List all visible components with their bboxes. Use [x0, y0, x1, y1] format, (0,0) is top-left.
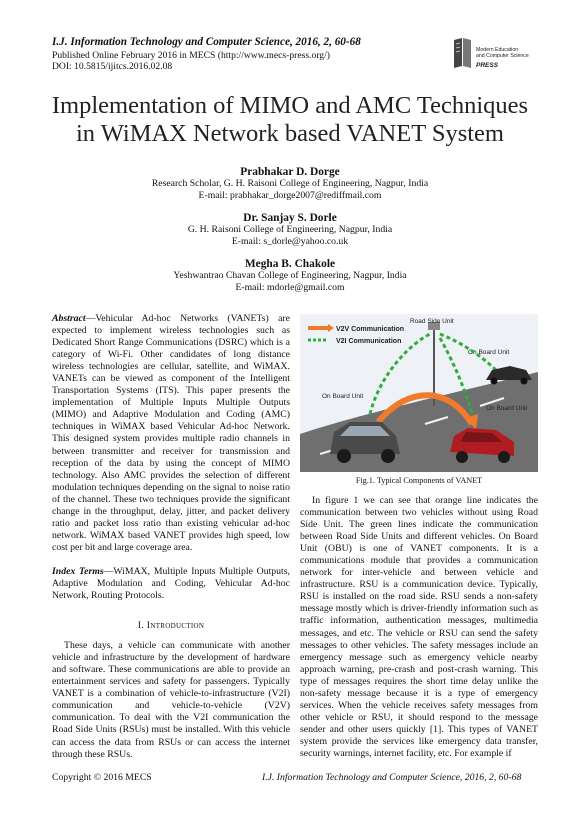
author-block-3	[0, 258, 580, 294]
vanet-diagram	[300, 314, 538, 472]
section-heading-introduction: I. Introduction	[137, 620, 205, 632]
logo-press: PRESS	[476, 62, 499, 69]
figure-vanet	[300, 314, 538, 472]
label-rsu: Road Side Unit	[410, 318, 454, 325]
legend-v2v-label: V2V Communication	[336, 326, 405, 333]
journal-header: I.J. Information Technology and Computer Science, 2016, 2, 60-68	[52, 36, 361, 48]
left-column	[52, 313, 290, 761]
title-line-2: in WiMAX Network based VANET System	[76, 120, 504, 147]
logo-line-1: Modern Education	[476, 47, 519, 53]
index-terms	[52, 566, 290, 602]
mecs-logo	[452, 36, 542, 76]
author-affiliation: Yeshwantrao Chavan College of Engineering, Nagpur, India	[173, 270, 407, 281]
footer-journal: I.J. Information Technology and Computer Science, 2016, 2, 60-68	[262, 772, 522, 783]
label-obu-right: On Board Unit	[486, 405, 528, 412]
author-name: Prabhakar D. Dorge	[240, 166, 340, 178]
author-email: E-mail: mdorle@gmail.com	[235, 282, 345, 293]
author-email: E-mail: prabhakar_dorge2007@rediffmail.com	[198, 190, 382, 201]
author-affiliation: Research Scholar, G. H. Raisoni College of Engineering, Nagpur, India	[151, 178, 429, 189]
doi-line: DOI: 10.5815/ijitcs.2016.02.08	[52, 61, 173, 72]
figure-caption: Fig.1. Typical Components of VANET	[355, 476, 483, 485]
mecs-book-icon	[452, 36, 474, 70]
footer-copyright: Copyright © 2016 MECS	[52, 772, 152, 783]
author-name: Megha B. Chakole	[244, 258, 336, 270]
introduction-text: These days, a vehicle can communicate with another vehicle and infrastructure by the development of hardware and software. These communications are able to provide an entertainment services and safety for passengers. Typically VANET is a combination of vehicle-to-infrastructure (V2I) communication and vehicle-to-vehicle (V2V) communication. To deal with the V2I communication the Road Side Units (RSUs) must be installed. With this vehicle can access the data from RSUs or can access the internet through these RSUs.	[52, 640, 290, 760]
author-block-1	[0, 166, 580, 202]
author-email: E-mail: s_dorle@yahoo.co.uk	[231, 236, 349, 247]
abstract	[52, 313, 290, 554]
author-affiliation: G. H. Raisoni College of Engineering, Nagpur, India	[187, 224, 393, 235]
legend-v2i-label: V2I Communication	[336, 338, 402, 345]
title-line-1: Implementation of MIMO and AMC Techniques	[51, 92, 529, 119]
author-block-2	[0, 212, 580, 248]
logo-line-2: and Computer Science	[476, 53, 529, 59]
index-terms-label: Index Terms	[52, 565, 104, 577]
paper-title	[0, 92, 580, 148]
label-obu-left: On Board Unit	[322, 393, 364, 400]
right-column	[300, 495, 538, 760]
abstract-label: Abstract	[52, 313, 86, 324]
published-line: Published Online February 2016 in MECS (http://www.mecs-press.org/)	[52, 50, 330, 61]
abstract-text: —Vehicular Ad-hoc Networks (VANETs) are expected to implement wireless technologies such as Dedicated Short Range Communications (DSRC) which is a category of Wi-Fi. Other candidates of long distance wireless technologies are cellular, satellite, and WiMAX. VANETs can be viewed as component of the Intelligent Transportation Systems (ITS). This paper presents the implementation of Multiple Inputs Multiple Outputs (MIMO) and Adaptive Modulation and Coding (AMC) techniques in WiMAX based Vehicular Ad-hoc Network. This designed system provides multiple radio channels in between transmitter and receiver for transmission and reception of the data by using the concept of MIMO technology. Also AMC provides the selection of different modulation techniques depending on the signal to noise ratio of the channel. These two techniques provide the significant change in the throughput, delay, jitter, and packet delivery ratio and packet loss ratio than existing vehicular ad-hoc network. WiMAX based VANET provides high speed, low cost per bit and large coverage area.	[52, 313, 290, 553]
index-terms-text: —WiMAX, Multiple Inputs Multiple Outputs, Adaptive Modulation and Coding, Vehicular Ad-hoc Network, Routing Protocols.	[52, 565, 290, 602]
author-name: Dr. Sanjay S. Dorle	[243, 212, 337, 224]
label-obu-top: On Board Unit	[468, 349, 510, 356]
right-column-text: In figure 1 we can see that orange line indicates the communication between two vehicles without using Road Side Unit. The green lines indicate the communication between Road Side Units and different vehicles. On Board Unit (OBU) is one of VANET components. It is a communications module that provides a communication network for inter-vehicle and between vehicle and infrastructure. RSU is a communication device. Typically, RSU is installed on the road side. RSU sends a non-safety message mostly which is driver-friendly information such as traffic information, authentication messages, multimedia messages, and etc. The vehicle or RSU can send the safety messages to other vehicles. The safety messages include an emergency message such as emergency vehicle nearby approach warning, pre-crash and post-crash warning. This type of messages requires the short time delay unlike the non-safety message because it is a type of emergency services. When the vehicle receives safety messages from other vehicle or RSU, it should respond to the message sender and other users quickly [1]. This types of VANET system provide the services like emergency data transfer, security warnings, internet facility, etc. For example if	[300, 495, 538, 759]
